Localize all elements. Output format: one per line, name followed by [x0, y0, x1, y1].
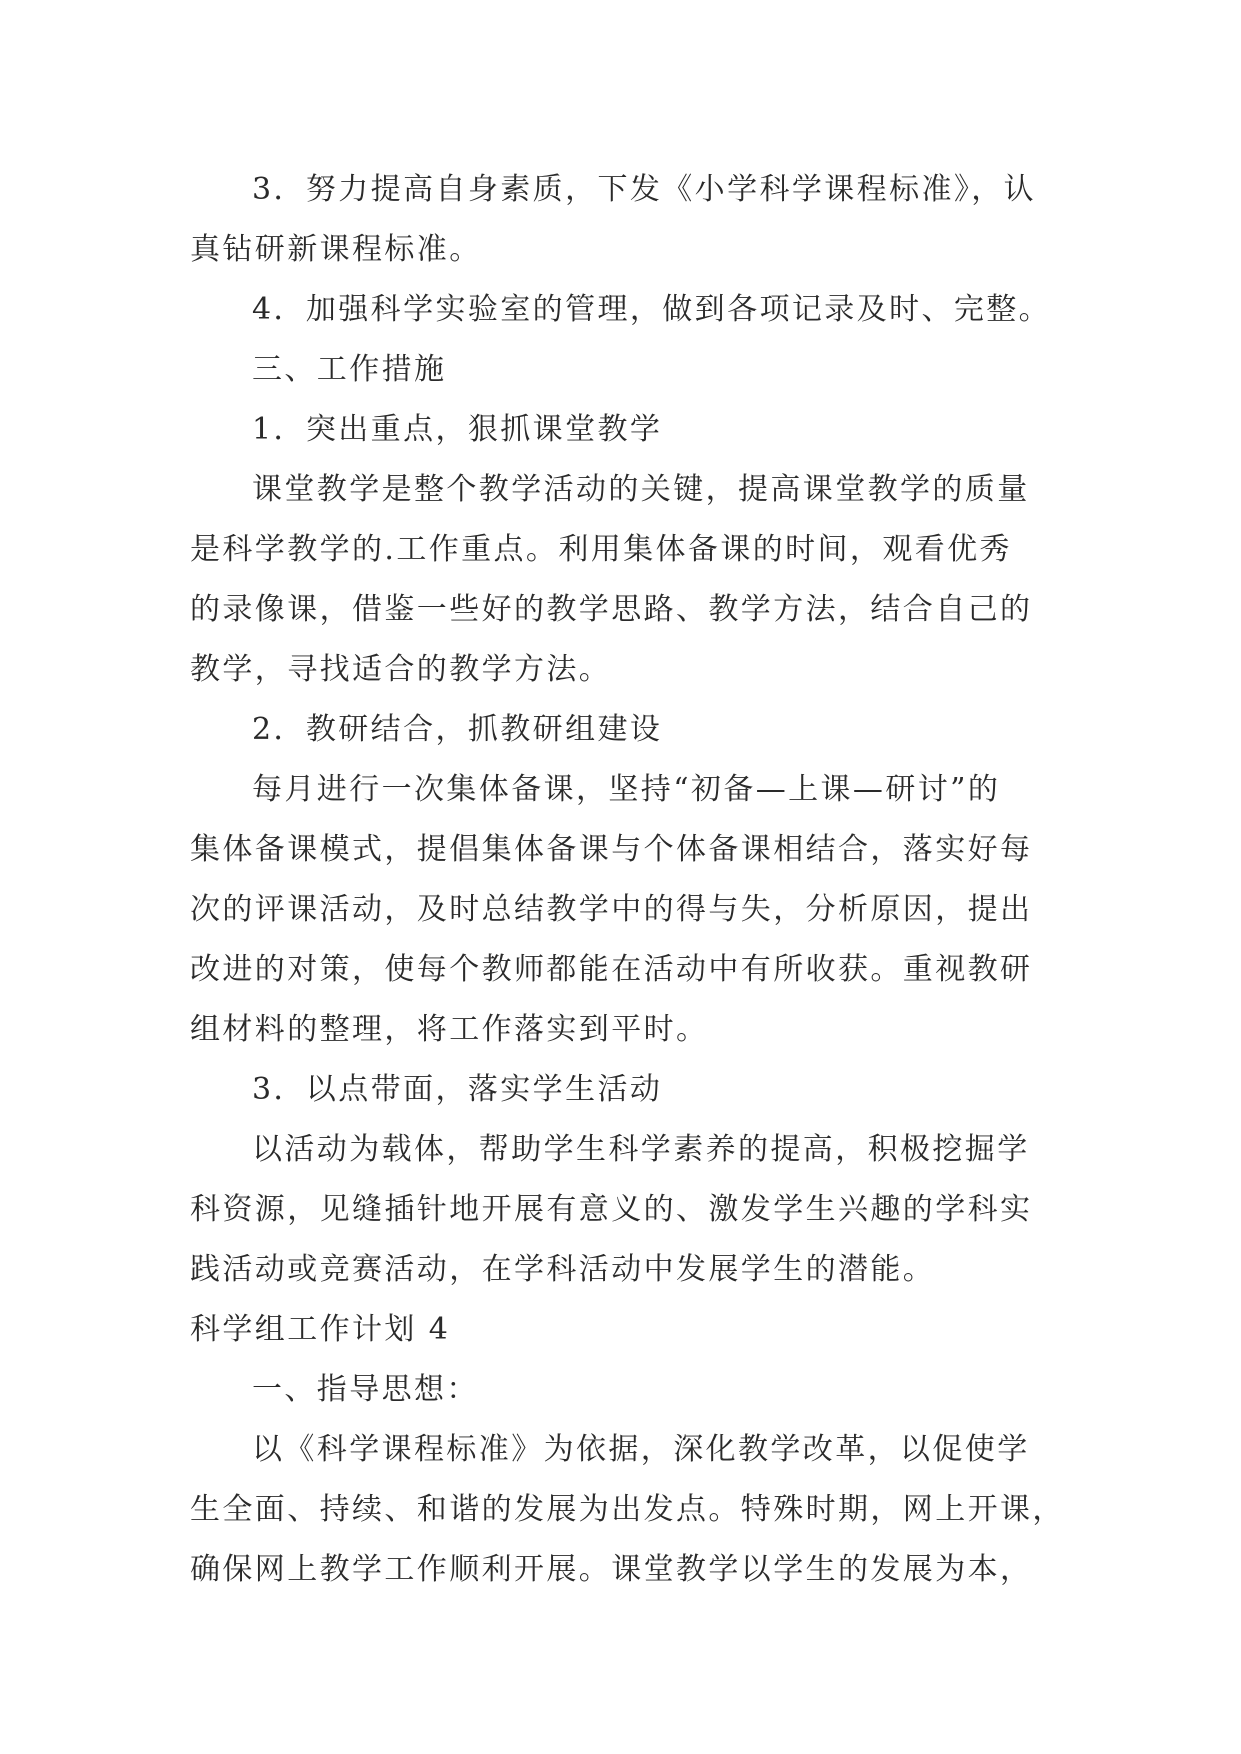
text-line: 的录像课，借鉴一些好的教学思路、教学方法，结合自己的 — [190, 592, 1033, 627]
text-line: 3．以点带面，落实学生活动 — [252, 1072, 663, 1107]
text-line: 2．教研结合，抓教研组建设 — [252, 712, 663, 747]
text-line: 以《科学课程标准》为依据，深化教学改革，以促使学 — [252, 1432, 1030, 1467]
text-line: 以活动为载体，帮助学生科学素养的提高，积极挖掘学 — [252, 1132, 1030, 1167]
text-line: 1．突出重点，狠抓课堂教学 — [252, 412, 663, 447]
text-line: 科资源，见缝插针地开展有意义的、激发学生兴趣的学科实 — [190, 1192, 1033, 1227]
text-line: 集体备课模式，提倡集体备课与个体备课相结合，落实好每 — [190, 832, 1033, 867]
text-line: 课堂教学是整个教学活动的关键，提高课堂教学的质量 — [252, 472, 1030, 507]
text-line: 一、指导思想： — [252, 1372, 479, 1407]
text-line: 是科学教学的.工作重点。利用集体备课的时间，观看优秀 — [190, 532, 1012, 567]
text-line: 确保网上教学工作顺利开展。课堂教学以学生的发展为本， — [190, 1552, 1033, 1587]
text-line: 改进的对策，使每个教师都能在活动中有所收获。重视教研 — [190, 952, 1033, 987]
text-line: 三、工作措施 — [252, 352, 447, 387]
text-line: 4．加强科学实验室的管理，做到各项记录及时、完整。 — [252, 292, 1052, 327]
text-line: 真钻研新课程标准。 — [190, 232, 482, 267]
text-line: 次的评课活动，及时总结教学中的得与失，分析原因，提出 — [190, 892, 1033, 927]
text-line: 生全面、持续、和谐的发展为出发点。特殊时期，网上开课， — [190, 1492, 1065, 1527]
text-line: 3．努力提高自身素质，下发《小学科学课程标准》，认 — [252, 172, 1037, 207]
text-line: 科学组工作计划 4 — [190, 1312, 451, 1347]
document-body — [190, 160, 1070, 1600]
text-line: 教学，寻找适合的教学方法。 — [190, 652, 612, 687]
text-line: 组材料的整理，将工作落实到平时。 — [190, 1012, 709, 1047]
text-line: 每月进行一次集体备课，坚持“初备—上课—研讨”的 — [252, 772, 1001, 807]
text-line: 践活动或竞赛活动，在学科活动中发展学生的潜能。 — [190, 1252, 936, 1287]
